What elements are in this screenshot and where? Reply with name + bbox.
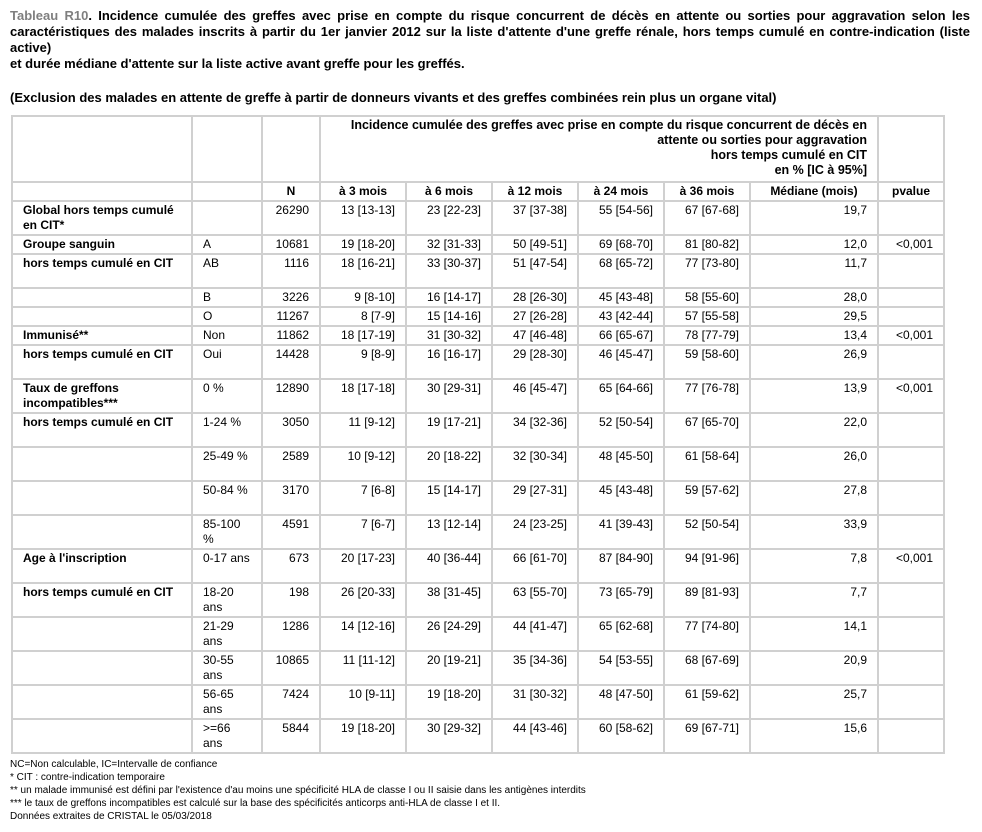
table-row xyxy=(12,413,944,447)
cell-median: 19,7 xyxy=(750,201,878,235)
cell-6m: 16 [16-17] xyxy=(406,345,492,379)
cell-6m: 19 [17-21] xyxy=(406,413,492,447)
cell-3m: 18 [17-19] xyxy=(320,326,406,345)
cell-24m: 41 [39-43] xyxy=(578,515,664,549)
header-empty-1 xyxy=(12,116,192,182)
super-header xyxy=(320,116,878,182)
cell-24m: 48 [47-50] xyxy=(578,685,664,719)
col-header-n: N xyxy=(262,182,320,201)
row-modality: 18-20 ans xyxy=(192,583,262,617)
cell-12m: 44 [41-47] xyxy=(492,617,578,651)
cell-6m: 15 [14-17] xyxy=(406,481,492,515)
cell-24m: 65 [64-66] xyxy=(578,379,664,413)
cell-median: 13,9 xyxy=(750,379,878,413)
row-category: Immunisé** xyxy=(12,326,192,345)
super-header-line: attente ou sorties pour aggravation xyxy=(657,133,867,147)
cell-6m: 15 [14-16] xyxy=(406,307,492,326)
cell-36m: 67 [65-70] xyxy=(664,413,750,447)
cell-6m: 20 [19-21] xyxy=(406,651,492,685)
row-category xyxy=(12,617,192,651)
cell-6m: 19 [18-20] xyxy=(406,685,492,719)
row-category xyxy=(12,447,192,481)
cell-pvalue xyxy=(878,413,944,447)
cell-median: 22,0 xyxy=(750,413,878,447)
row-modality: Non xyxy=(192,326,262,345)
cell-36m: 77 [73-80] xyxy=(664,254,750,288)
col-header-median: Médiane (mois) xyxy=(750,182,878,201)
cell-36m: 52 [50-54] xyxy=(664,515,750,549)
cell-3m: 9 [8-9] xyxy=(320,345,406,379)
cell-median: 12,0 xyxy=(750,235,878,254)
super-header-row xyxy=(12,116,944,182)
cell-3m: 14 [12-16] xyxy=(320,617,406,651)
cell-6m: 38 [31-45] xyxy=(406,583,492,617)
row-category xyxy=(12,307,192,326)
cell-6m: 20 [18-22] xyxy=(406,447,492,481)
cell-24m: 73 [65-79] xyxy=(578,583,664,617)
row-modality: O xyxy=(192,307,262,326)
col-header-24m: à 24 mois xyxy=(578,182,664,201)
cell-n: 7424 xyxy=(262,685,320,719)
cell-pvalue xyxy=(878,617,944,651)
table-row xyxy=(12,583,944,617)
cell-3m: 13 [13-13] xyxy=(320,201,406,235)
table-number: Tableau R10 xyxy=(10,8,89,23)
col-header-empty-1 xyxy=(12,182,192,201)
cell-24m: 45 [43-48] xyxy=(578,288,664,307)
row-modality: B xyxy=(192,288,262,307)
cell-median: 7,8 xyxy=(750,549,878,583)
row-category xyxy=(12,515,192,549)
table-row xyxy=(12,617,944,651)
row-modality: Oui xyxy=(192,345,262,379)
table-row xyxy=(12,201,944,235)
footnotes xyxy=(10,758,970,823)
cell-3m: 8 [7-9] xyxy=(320,307,406,326)
footnote: *** le taux de greffons incompatibles est calculé sur la base des spécificités anticorps anti-HLA de classe I et II. xyxy=(10,798,501,809)
row-category: hors temps cumulé en CIT xyxy=(12,345,192,379)
row-modality: 0 % xyxy=(192,379,262,413)
table-row xyxy=(12,481,944,515)
cell-6m: 30 [29-31] xyxy=(406,379,492,413)
cell-6m: 16 [14-17] xyxy=(406,288,492,307)
cell-12m: 34 [32-36] xyxy=(492,413,578,447)
cell-pvalue xyxy=(878,719,944,753)
cell-36m: 94 [91-96] xyxy=(664,549,750,583)
cell-24m: 54 [53-55] xyxy=(578,651,664,685)
cell-n: 3170 xyxy=(262,481,320,515)
cell-24m: 68 [65-72] xyxy=(578,254,664,288)
cell-pvalue xyxy=(878,288,944,307)
table-row xyxy=(12,515,944,549)
row-modality: 56-65 ans xyxy=(192,685,262,719)
row-modality: 50-84 % xyxy=(192,481,262,515)
cell-24m: 52 [50-54] xyxy=(578,413,664,447)
row-category xyxy=(12,651,192,685)
cell-36m: 78 [77-79] xyxy=(664,326,750,345)
cell-36m: 57 [55-58] xyxy=(664,307,750,326)
cell-3m: 10 [9-11] xyxy=(320,685,406,719)
cell-6m: 30 [29-32] xyxy=(406,719,492,753)
table-row xyxy=(12,254,944,288)
cell-pvalue xyxy=(878,651,944,685)
col-header-36m: à 36 mois xyxy=(664,182,750,201)
cell-36m: 68 [67-69] xyxy=(664,651,750,685)
cell-n: 12890 xyxy=(262,379,320,413)
cell-n: 4591 xyxy=(262,515,320,549)
cell-pvalue xyxy=(878,345,944,379)
cell-3m: 9 [8-10] xyxy=(320,288,406,307)
footnote: * CIT : contre-indication temporaire xyxy=(10,772,165,783)
cell-6m: 26 [24-29] xyxy=(406,617,492,651)
cell-3m: 19 [18-20] xyxy=(320,719,406,753)
super-header-line: hors temps cumulé en CIT xyxy=(710,148,867,162)
footnote: ** un malade immunisé est défini par l'existence d'au moins une spécificité HLA de classe I ou II saisie dans les antigènes interdits xyxy=(10,785,586,796)
cell-36m: 81 [80-82] xyxy=(664,235,750,254)
table-row xyxy=(12,235,944,254)
cell-n: 11862 xyxy=(262,326,320,345)
cell-36m: 61 [59-62] xyxy=(664,685,750,719)
row-modality: A xyxy=(192,235,262,254)
cell-36m: 61 [58-64] xyxy=(664,447,750,481)
cell-n: 10681 xyxy=(262,235,320,254)
row-category xyxy=(12,481,192,515)
cell-24m: 69 [68-70] xyxy=(578,235,664,254)
cell-n: 14428 xyxy=(262,345,320,379)
row-category: Age à l'inscription xyxy=(12,549,192,583)
cell-24m: 46 [45-47] xyxy=(578,345,664,379)
cell-12m: 24 [23-25] xyxy=(492,515,578,549)
cell-24m: 55 [54-56] xyxy=(578,201,664,235)
cell-3m: 11 [11-12] xyxy=(320,651,406,685)
table-row xyxy=(12,447,944,481)
table-row xyxy=(12,288,944,307)
cell-median: 27,8 xyxy=(750,481,878,515)
row-modality: 30-55 ans xyxy=(192,651,262,685)
cell-n: 1286 xyxy=(262,617,320,651)
cell-n: 26290 xyxy=(262,201,320,235)
cell-3m: 11 [9-12] xyxy=(320,413,406,447)
cell-12m: 29 [27-31] xyxy=(492,481,578,515)
cell-24m: 60 [58-62] xyxy=(578,719,664,753)
cell-12m: 27 [26-28] xyxy=(492,307,578,326)
header-empty-3 xyxy=(262,116,320,182)
cell-12m: 28 [26-30] xyxy=(492,288,578,307)
super-header-line: en % [IC à 95%] xyxy=(774,163,867,177)
row-category xyxy=(12,719,192,753)
footnote: NC=Non calculable, IC=Intervalle de confiance xyxy=(10,759,218,770)
cell-n: 3050 xyxy=(262,413,320,447)
cell-n: 5844 xyxy=(262,719,320,753)
incidence-table xyxy=(11,115,945,754)
cell-36m: 77 [76-78] xyxy=(664,379,750,413)
table-row xyxy=(12,719,944,753)
cell-n: 673 xyxy=(262,549,320,583)
cell-3m: 20 [17-23] xyxy=(320,549,406,583)
cell-pvalue xyxy=(878,583,944,617)
super-header-line: Incidence cumulée des greffes avec prise en compte du risque concurrent de décès en xyxy=(350,118,867,132)
cell-n: 198 xyxy=(262,583,320,617)
cell-24m: 66 [65-67] xyxy=(578,326,664,345)
cell-24m: 43 [42-44] xyxy=(578,307,664,326)
cell-6m: 40 [36-44] xyxy=(406,549,492,583)
col-header-6m: à 6 mois xyxy=(406,182,492,201)
cell-pvalue: <0,001 xyxy=(878,549,944,583)
cell-pvalue xyxy=(878,481,944,515)
cell-pvalue xyxy=(878,447,944,481)
cell-36m: 69 [67-71] xyxy=(664,719,750,753)
cell-3m: 19 [18-20] xyxy=(320,235,406,254)
cell-36m: 59 [58-60] xyxy=(664,345,750,379)
cell-pvalue: <0,001 xyxy=(878,379,944,413)
cell-12m: 31 [30-32] xyxy=(492,685,578,719)
cell-pvalue xyxy=(878,307,944,326)
table-row xyxy=(12,345,944,379)
cell-24m: 87 [84-90] xyxy=(578,549,664,583)
cell-median: 11,7 xyxy=(750,254,878,288)
table-row xyxy=(12,549,944,583)
cell-n: 2589 xyxy=(262,447,320,481)
cell-3m: 10 [9-12] xyxy=(320,447,406,481)
cell-pvalue xyxy=(878,515,944,549)
row-category: hors temps cumulé en CIT xyxy=(12,583,192,617)
cell-median: 28,0 xyxy=(750,288,878,307)
table-title-text: . Incidence cumulée des greffes avec prise en compte du risque concurrent de décès en attente ou sorties pour aggravation selon les caractéristiques des malades inscrits à partir du 1er janvier 2012 sur la liste d'attente d'une greffe rénale, hors temps cumulé en contre-indication (liste active) xyxy=(10,8,971,55)
cell-6m: 31 [30-32] xyxy=(406,326,492,345)
cell-12m: 29 [28-30] xyxy=(492,345,578,379)
cell-3m: 7 [6-8] xyxy=(320,481,406,515)
row-modality: AB xyxy=(192,254,262,288)
cell-median: 29,5 xyxy=(750,307,878,326)
cell-n: 10865 xyxy=(262,651,320,685)
cell-24m: 45 [43-48] xyxy=(578,481,664,515)
row-category xyxy=(12,685,192,719)
cell-3m: 26 [20-33] xyxy=(320,583,406,617)
row-modality: >=66 ans xyxy=(192,719,262,753)
row-category: hors temps cumulé en CIT xyxy=(12,413,192,447)
row-modality: 21-29 ans xyxy=(192,617,262,651)
cell-6m: 33 [30-37] xyxy=(406,254,492,288)
cell-pvalue: <0,001 xyxy=(878,326,944,345)
cell-36m: 67 [67-68] xyxy=(664,201,750,235)
row-category: Groupe sanguin xyxy=(12,235,192,254)
cell-n: 11267 xyxy=(262,307,320,326)
cell-median: 26,0 xyxy=(750,447,878,481)
cell-6m: 13 [12-14] xyxy=(406,515,492,549)
header-empty-2 xyxy=(192,116,262,182)
table-row xyxy=(12,379,944,413)
cell-24m: 65 [62-68] xyxy=(578,617,664,651)
row-modality: 1-24 % xyxy=(192,413,262,447)
cell-n: 3226 xyxy=(262,288,320,307)
row-modality: 85-100 % xyxy=(192,515,262,549)
cell-36m: 58 [55-60] xyxy=(664,288,750,307)
cell-12m: 37 [37-38] xyxy=(492,201,578,235)
row-modality xyxy=(192,201,262,235)
col-header-pvalue: pvalue xyxy=(878,182,944,201)
table-title-line2: et durée médiane d'attente sur la liste active avant greffe pour les greffés. xyxy=(10,56,465,71)
table-title xyxy=(10,8,970,72)
cell-6m: 23 [22-23] xyxy=(406,201,492,235)
column-header-row xyxy=(12,182,944,201)
cell-12m: 66 [61-70] xyxy=(492,549,578,583)
cell-12m: 44 [43-46] xyxy=(492,719,578,753)
table-row xyxy=(12,651,944,685)
col-header-empty-2 xyxy=(192,182,262,201)
row-modality: 25-49 % xyxy=(192,447,262,481)
cell-3m: 7 [6-7] xyxy=(320,515,406,549)
cell-median: 7,7 xyxy=(750,583,878,617)
cell-36m: 89 [81-93] xyxy=(664,583,750,617)
cell-36m: 59 [57-62] xyxy=(664,481,750,515)
cell-n: 1116 xyxy=(262,254,320,288)
cell-12m: 32 [30-34] xyxy=(492,447,578,481)
cell-median: 33,9 xyxy=(750,515,878,549)
cell-12m: 63 [55-70] xyxy=(492,583,578,617)
table-row xyxy=(12,307,944,326)
cell-12m: 51 [47-54] xyxy=(492,254,578,288)
cell-3m: 18 [16-21] xyxy=(320,254,406,288)
row-modality: 0-17 ans xyxy=(192,549,262,583)
col-header-3m: à 3 mois xyxy=(320,182,406,201)
cell-median: 15,6 xyxy=(750,719,878,753)
cell-pvalue xyxy=(878,254,944,288)
footnote: Données extraites de CRISTAL le 05/03/2018 xyxy=(10,811,212,822)
cell-pvalue: <0,001 xyxy=(878,235,944,254)
cell-12m: 47 [46-48] xyxy=(492,326,578,345)
header-empty-pvalue xyxy=(878,116,944,182)
cell-median: 20,9 xyxy=(750,651,878,685)
row-category: hors temps cumulé en CIT xyxy=(12,254,192,288)
cell-3m: 18 [17-18] xyxy=(320,379,406,413)
table-row xyxy=(12,326,944,345)
cell-median: 14,1 xyxy=(750,617,878,651)
table-subtitle: (Exclusion des malades en attente de greffe à partir de donneurs vivants et des greffes combinées rein plus un organe vital) xyxy=(10,90,777,105)
row-category xyxy=(12,288,192,307)
row-category: Taux de greffons incompatibles*** xyxy=(12,379,192,413)
row-category: Global hors temps cumulé en CIT* xyxy=(12,201,192,235)
table-row xyxy=(12,685,944,719)
cell-median: 13,4 xyxy=(750,326,878,345)
col-header-12m: à 12 mois xyxy=(492,182,578,201)
cell-12m: 50 [49-51] xyxy=(492,235,578,254)
cell-36m: 77 [74-80] xyxy=(664,617,750,651)
cell-median: 25,7 xyxy=(750,685,878,719)
cell-24m: 48 [45-50] xyxy=(578,447,664,481)
cell-12m: 46 [45-47] xyxy=(492,379,578,413)
cell-pvalue xyxy=(878,685,944,719)
cell-12m: 35 [34-36] xyxy=(492,651,578,685)
cell-median: 26,9 xyxy=(750,345,878,379)
cell-6m: 32 [31-33] xyxy=(406,235,492,254)
cell-pvalue xyxy=(878,201,944,235)
